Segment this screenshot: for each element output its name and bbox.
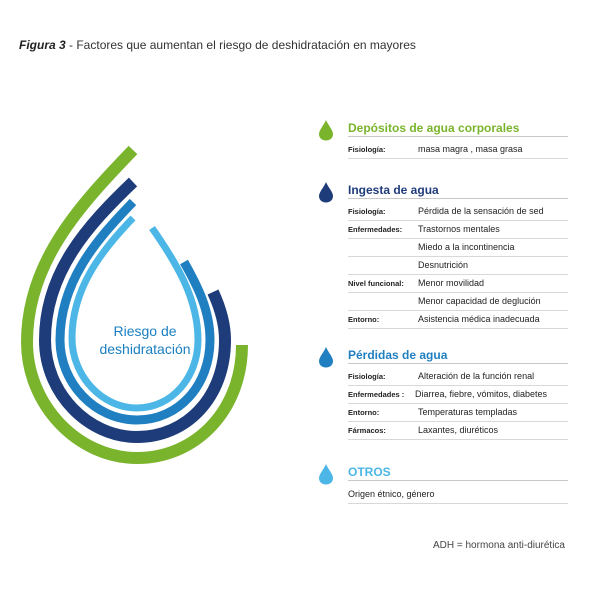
section-divider bbox=[348, 198, 568, 199]
row-category: Entorno: bbox=[348, 315, 380, 324]
row-category: Fisiología: bbox=[348, 145, 386, 154]
figure-caption bbox=[19, 38, 416, 52]
section-title: Ingesta de agua bbox=[348, 183, 439, 197]
section-divider bbox=[348, 136, 568, 137]
row-category: Fármacos: bbox=[348, 426, 386, 435]
section-header bbox=[318, 463, 568, 485]
row-value: Trastornos mentales bbox=[418, 224, 500, 234]
section-title: Pérdidas de agua bbox=[348, 348, 448, 362]
otros-text: Origen étnico, género bbox=[348, 486, 568, 504]
risk-label-line2: deshidratación bbox=[99, 341, 191, 357]
section-ingesta bbox=[318, 181, 568, 329]
row-category: Fisiología: bbox=[348, 207, 386, 216]
row-value: Pérdida de la sensación de sed bbox=[418, 206, 544, 216]
section-perdidas bbox=[318, 346, 568, 440]
navy-drop-icon bbox=[318, 181, 334, 203]
table-row bbox=[348, 422, 568, 440]
section-header bbox=[318, 119, 568, 141]
table-row bbox=[348, 311, 568, 329]
row-value: Menor capacidad de deglución bbox=[418, 296, 541, 306]
table-row bbox=[348, 239, 568, 257]
row-value: Menor movilidad bbox=[418, 278, 485, 288]
row-value: Laxantes, diuréticos bbox=[418, 425, 499, 435]
section-depositos bbox=[318, 119, 568, 159]
green-drop-icon bbox=[318, 119, 334, 141]
row-category: Entorno: bbox=[348, 408, 380, 417]
section-header bbox=[318, 181, 568, 203]
section-divider bbox=[348, 480, 568, 481]
row-value: Alteración de la función renal bbox=[418, 371, 535, 381]
table-row bbox=[348, 257, 568, 275]
section-title: Depósitos de agua corporales bbox=[348, 121, 520, 135]
figure-caption-text: - Factores que aumentan el riesgo de deshidratación en mayores bbox=[65, 38, 416, 52]
blue-drop-icon bbox=[318, 346, 334, 368]
footnote: ADH = hormona anti-diurética bbox=[432, 540, 565, 551]
table-row bbox=[348, 386, 568, 404]
risk-label-line1: Riesgo de bbox=[113, 323, 177, 339]
section-header bbox=[318, 346, 568, 368]
row-category: Nivel funcional: bbox=[348, 279, 404, 288]
row-value: Asistencia médica inadecuada bbox=[418, 314, 540, 324]
row-value: masa magra , masa grasa bbox=[418, 144, 523, 154]
row-category: Enfermedades: bbox=[348, 225, 403, 234]
row-value: Miedo a la incontinencia bbox=[418, 242, 515, 252]
table-row bbox=[348, 141, 568, 159]
table-row bbox=[348, 368, 568, 386]
table-row bbox=[348, 275, 568, 293]
row-category: Enfermedades : bbox=[348, 390, 405, 399]
table-row bbox=[348, 404, 568, 422]
green-ring-arc bbox=[27, 150, 242, 458]
drop-rings-graphic bbox=[0, 120, 260, 480]
table-row bbox=[348, 221, 568, 239]
row-category: Fisiología: bbox=[348, 372, 386, 381]
risk-center-label bbox=[70, 322, 220, 358]
figure-label: Figura 3 bbox=[19, 38, 66, 52]
table-row bbox=[348, 293, 568, 311]
row-value: Desnutrición bbox=[418, 260, 469, 270]
row-value: Diarrea, fiebre, vómitos, diabetes bbox=[415, 389, 548, 399]
section-divider bbox=[348, 363, 568, 364]
light-blue-drop-icon bbox=[318, 463, 334, 485]
table-row bbox=[348, 203, 568, 221]
section-title: OTROS bbox=[348, 465, 391, 479]
row-value: Temperaturas templadas bbox=[418, 407, 518, 417]
section-otros bbox=[318, 463, 568, 504]
